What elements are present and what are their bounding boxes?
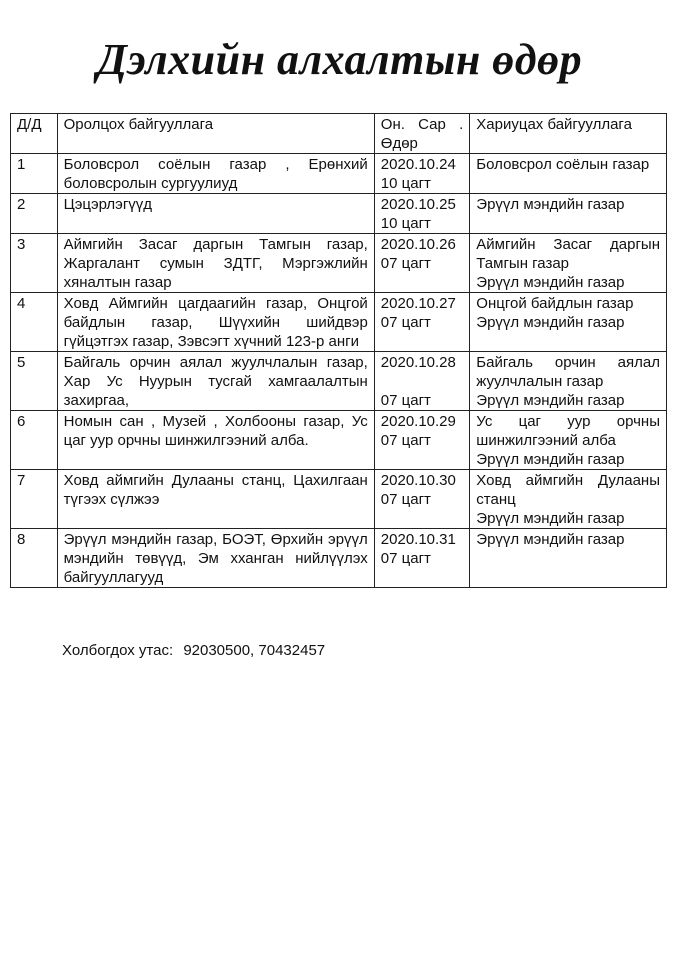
table-row bbox=[11, 154, 667, 194]
cell-date: 2020.10.25 10 цагт bbox=[374, 194, 470, 234]
cell-number: 8 bbox=[11, 529, 58, 588]
cell-number: 6 bbox=[11, 411, 58, 470]
cell-responsible: Байгаль орчин аялал жуулчлалын газар Эрүүл мэндийн газар bbox=[470, 352, 667, 411]
cell-date: 2020.10.31 07 цагт bbox=[374, 529, 470, 588]
contact-label: Холбогдох утас: bbox=[62, 642, 174, 659]
table-row bbox=[11, 293, 667, 352]
header-responsible: Хариуцах байгууллага bbox=[470, 114, 667, 154]
cell-responsible: Эрүүл мэндийн газар bbox=[470, 529, 667, 588]
cell-date: 2020.10.26 07 цагт bbox=[374, 234, 470, 293]
header-number: Д/Д bbox=[11, 114, 58, 154]
cell-organization: Аймгийн Засаг даргын Тамгын газар, Жаргалант сумын ЗДТГ, Мэргэжлийн хяналтын газар bbox=[57, 234, 374, 293]
cell-date: 2020.10.27 07 цагт bbox=[374, 293, 470, 352]
cell-organization: Боловсрол соёлын газар , Ерөнхий боловсролын сургуулиуд bbox=[57, 154, 374, 194]
cell-date: 2020.10.24 10 цагт bbox=[374, 154, 470, 194]
cell-number: 4 bbox=[11, 293, 58, 352]
table-row bbox=[11, 470, 667, 529]
cell-responsible: Эрүүл мэндийн газар bbox=[470, 194, 667, 234]
cell-number: 2 bbox=[11, 194, 58, 234]
cell-responsible: Онцгой байдлын газар Эрүүл мэндийн газар bbox=[470, 293, 667, 352]
cell-date: 2020.10.30 07 цагт bbox=[374, 470, 470, 529]
header-organization: Оролцох байгууллага bbox=[57, 114, 374, 154]
schedule-table bbox=[10, 113, 667, 588]
cell-responsible: Аймгийн Засаг даргын Тамгын газар Эрүүл мэндийн газар bbox=[470, 234, 667, 293]
schedule-table-body bbox=[11, 114, 667, 588]
table-row bbox=[11, 411, 667, 470]
cell-organization: Ховд Аймгийн цагдаагийн газар, Онцгой байдлын газар, Шүүхийн шийдвэр гүйцэтгэх газар, Зэвсэгт хүчний 123-р анги bbox=[57, 293, 374, 352]
table-row bbox=[11, 194, 667, 234]
cell-responsible: Ус цаг уур орчны шинжилгээний алба Эрүүл мэндийн газар bbox=[470, 411, 667, 470]
table-row bbox=[11, 529, 667, 588]
cell-organization: Эрүүл мэндийн газар, БОЭТ, Өрхийн эрүүл мэндийн төвүүд, Эм хханган нийлүүлэх байгууллагууд bbox=[57, 529, 374, 588]
contact-phones: 92030500, 70432457 bbox=[183, 642, 326, 659]
cell-responsible: Ховд аймгийн Дулааны станц Эрүүл мэндийн газар bbox=[470, 470, 667, 529]
table-row bbox=[11, 352, 667, 411]
cell-organization: Ховд аймгийн Дулааны станц, Цахилгаан түгээх сүлжээ bbox=[57, 470, 374, 529]
cell-organization: Номын сан , Музей , Холбооны газар, Ус цаг уур орчны шинжилгээний алба. bbox=[57, 411, 374, 470]
cell-number: 7 bbox=[11, 470, 58, 529]
table-header-row bbox=[11, 114, 667, 154]
cell-responsible: Боловсрол соёлын газар bbox=[470, 154, 667, 194]
page-title: Дэлхийн алхалтын өдөр bbox=[96, 35, 583, 84]
table-row bbox=[11, 234, 667, 293]
cell-number: 1 bbox=[11, 154, 58, 194]
cell-number: 5 bbox=[11, 352, 58, 411]
cell-number: 3 bbox=[11, 234, 58, 293]
cell-date: 2020.10.28 07 цагт bbox=[374, 352, 470, 411]
cell-organization: Цэцэрлэгүүд bbox=[57, 194, 374, 234]
cell-organization: Байгаль орчин аялал жуулчлалын газар, Хар Ус Нуурын тусгай хамгаалалтын захиргаа, bbox=[57, 352, 374, 411]
cell-date: 2020.10.29 07 цагт bbox=[374, 411, 470, 470]
contact-line bbox=[62, 641, 325, 660]
header-date: Он. Сар . Өдөр bbox=[374, 114, 470, 154]
